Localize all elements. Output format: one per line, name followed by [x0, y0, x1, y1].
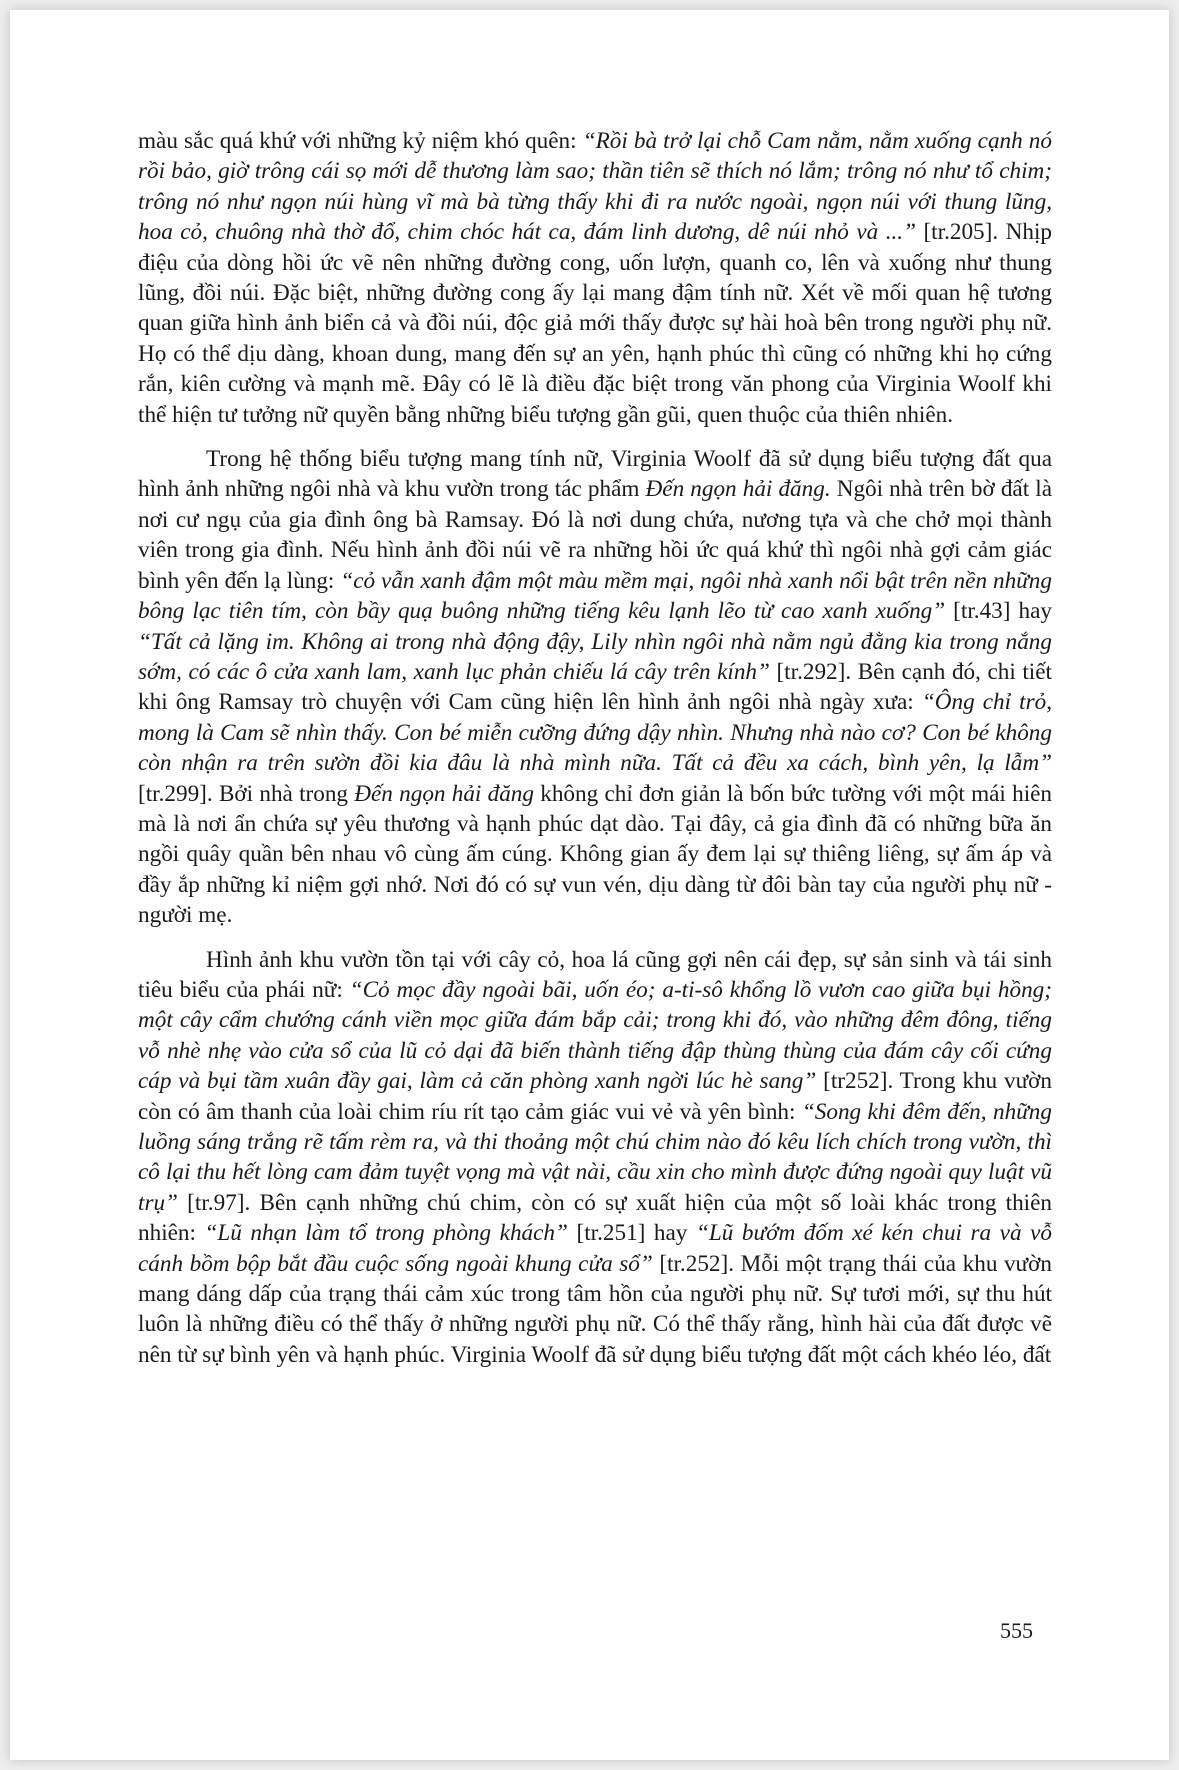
text-run: Hình ảnh khu vườn tồn tại với cây cỏ, hoa lá cũng gợi nên cái đẹp, sự sản sinh và tái sinh tiêu biểu của phái nữ:	[138, 946, 1052, 1003]
text-run: [tr.205]. Nhịp điệu của dòng hồi ức vẽ nên những đường cong, uốn lượn, quanh co, lên và xuống như thung lũng, đồi núi. Đặc biệt, những đường cong ấy lại mang đậm tính nữ. Xét về mối quan hệ tương quan giữa hình ảnh biển cả và đồi núi, độc giả mới thấy được sự hài hoà bên trong người phụ nữ. Họ có thể dịu dàng, khoan dung, mang đến sự an yên, hạnh phúc thì cũng có những khi họ cứng rắn, kiên cường và mạnh mẽ. Đây có lẽ là điều đặc biệt trong văn phong của Virginia Woolf khi thể hiện tư tưởng nữ quyền bằng những biểu tượng gần gũi, quen thuộc của thiên nhiên.	[138, 219, 1053, 428]
text-run: [tr.251] hay	[567, 1220, 696, 1247]
paragraph	[138, 126, 1052, 430]
italic-text-run: “Lũ bướm đốm xé kén chui ra và vỗ cánh bồm bộp bắt đầu cuộc sống ngoài khung cửa sổ”	[138, 1220, 1052, 1277]
italic-text-run: “Cỏ mọc đầy ngoài bãi, uốn éo; a-ti-sô khổng lồ vươn cao giữa bụi hồng; một cây cẩm chướng cánh viền mọc giữa đám bắp cải; trong khi đó, vào những đêm đông, tiếng vỗ nhè nhẹ vào cửa sổ của lũ cỏ dại đã biến thành tiếng đập thùng thùng của đám cây cối cứng cáp và bụi tầm xuân đầy gai, làm cả căn phòng xanh ngời lúc hè sang”	[138, 976, 1052, 1095]
text-run: [tr.292]. Bên cạnh đó, chi tiết khi ông Ramsay trò chuyện với Cam cũng hiện lên hình ảnh ngôi nhà ngày xưa:	[138, 658, 1052, 716]
italic-text-run: “Song khi đêm đến, những luồng sáng trắng rẽ tấm rèm ra, và thi thoảng một chú chim nào đó kêu lích chích trong vườn, thì cô lại thu hết lòng cam đảm tuyệt vọng mà vật nài, cầu xin cho mình được đứng ngoài quy luật vũ trụ”	[138, 1098, 1052, 1216]
italic-text-run: “Rồi bà trở lại chỗ Cam nằm, nằm xuống cạnh nó rồi bảo, giờ trông cái sọ mới dễ thương làm sao; thần tiên sẽ thích nó lắm; trông nó như tổ chim; trông nó như ngọn núi hùng vĩ mà bà từng thấy khi đi ra nước ngoài, ngọn núi với thung lũng, hoa cỏ, chuông nhà thờ đổ, chim chóc hát ca, đám linh dương, dê núi nhỏ và ...”	[138, 128, 1052, 246]
paragraph	[138, 945, 1052, 1371]
italic-text-run: “Ông chỉ trỏ, mong là Cam sẽ nhìn thấy. Con bé miễn cưỡng đứng dậy nhìn. Nhưng nhà nào cơ? Con bé không còn nhận ra trên sườn đồi kia đâu là nhà mình nữa. Tất cả đều xa cách, bình yên, lạ lẫm”	[138, 689, 1052, 777]
paragraph	[138, 444, 1052, 931]
body-text	[138, 126, 1052, 1384]
text-run: [tr.299]. Bởi nhà trong	[138, 780, 355, 807]
text-run: Ngôi nhà trên bờ đất là nơi cư ngụ của gia đình ông bà Ramsay. Đó là nơi dung chứa, nương tựa và che chở mọi thành viên trong gia đình. Nếu hình ảnh đồi núi vẽ ra những hồi ức quá khứ thì ngôi nhà gợi cảm giác bình yên đến lạ lùng:	[138, 476, 1052, 594]
italic-text-run: Đến ngọn hải đăng	[354, 780, 534, 807]
italic-text-run: “Tất cả lặng im. Không ai trong nhà động đậy, Lily nhìn ngôi nhà nằm ngủ đằng kia trong nắng sớm, có các ô cửa xanh lam, xanh lục phản chiếu lá cây trên kính”	[138, 628, 1052, 685]
text-run: không chỉ đơn giản là bốn bức tường với một mái hiên mà là nơi ẩn chứa sự yêu thương và hạnh phúc dạt dào. Tại đây, cả gia đình đã có những bữa ăn ngồi quây quần bên nhau vô cùng ấm cúng. Không gian ấy đem lại sự thiêng liêng, sự ấm áp và đầy ắp những kỉ niệm gợi nhớ. Nơi đó có sự vun vén, dịu dàng từ đôi bàn tay của người phụ nữ - người mẹ.	[138, 780, 1053, 929]
page-number: 555	[1000, 1618, 1033, 1643]
italic-text-run: “Lũ nhạn làm tổ trong phòng khách”	[204, 1220, 568, 1247]
italic-text-run: Đến ngọn hải đăng.	[645, 476, 831, 503]
italic-text-run: “cỏ vẫn xanh đậm một màu mềm mại, ngôi nhà xanh nổi bật trên nền những bông lạc tiên tím, còn bầy quạ buông những tiếng kêu lạnh lẽo từ cao xanh xuống”	[138, 567, 1052, 625]
text-run: màu sắc quá khứ với những kỷ niệm khó quên:	[138, 128, 583, 154]
text-run: [tr.97]. Bên cạnh những chú chim, còn có sự xuất hiện của một số loài khác trong thiên nhiên:	[138, 1189, 1052, 1247]
text-run: [tr.252]. Mỗi một trạng thái của khu vườn mang dáng dấp của trạng thái cảm xúc trong tâm hồn của người phụ nữ. Sự tươi mới, sự thu hút luôn là những điều có thể thấy ở những người phụ nữ. Có thể thấy rằng, hình hài của đất được vẽ nên từ sự bình yên và hạnh phúc. Virginia Woolf đã sử dụng biểu tượng đất một cách khéo léo, đất	[138, 1250, 1052, 1368]
text-run: Trong hệ thống biểu tượng mang tính nữ, Virginia Woolf đã sử dụng biểu tượng đất qua hình ảnh những ngôi nhà và khu vườn trong tác phẩm	[138, 446, 1052, 503]
document-page	[10, 10, 1169, 1760]
text-run: [tr252]. Trong khu vườn còn có âm thanh của loài chim ríu rít tạo cảm giác vui vẻ và yên bình:	[138, 1068, 1052, 1125]
text-run: [tr.43] hay	[945, 598, 1052, 625]
